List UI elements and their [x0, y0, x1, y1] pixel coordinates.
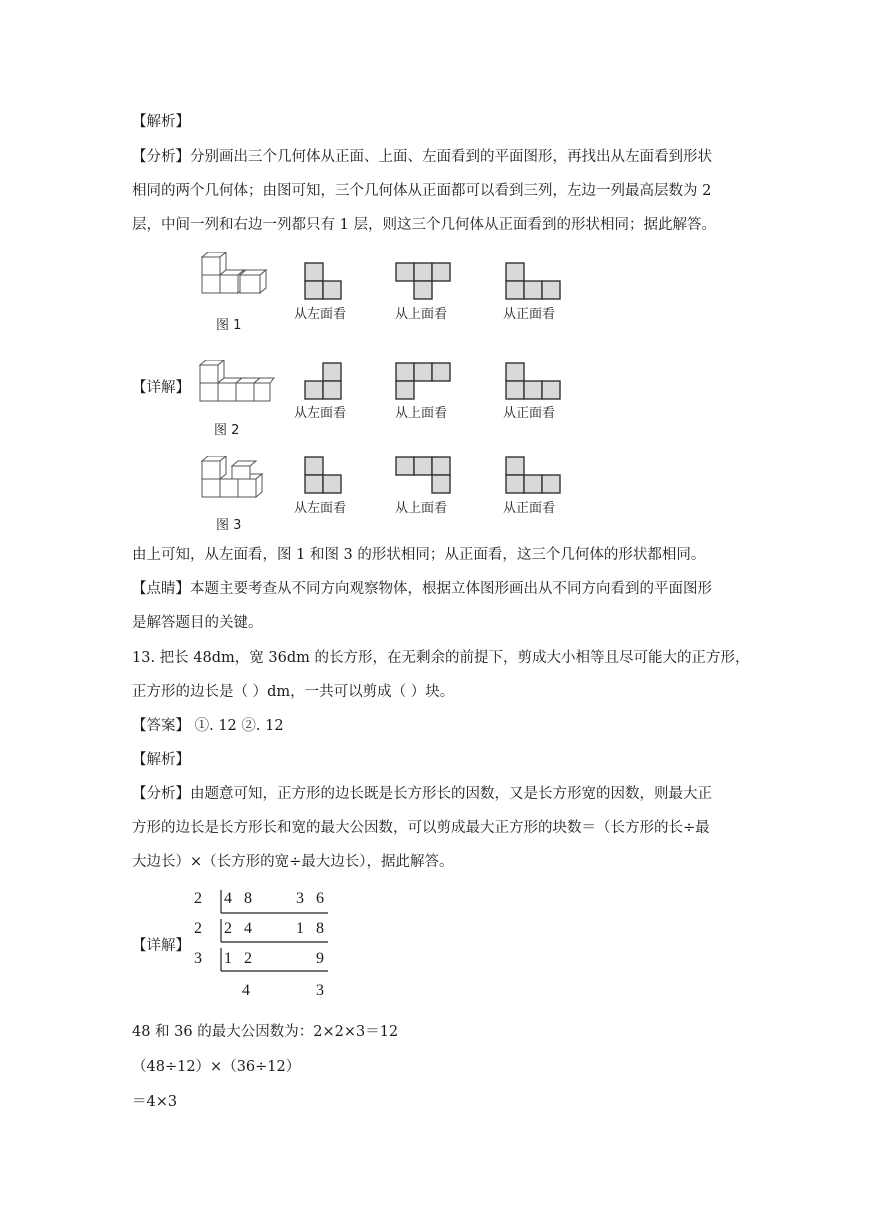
calc-line-1: （48÷12）×（36÷12） — [132, 1059, 301, 1075]
cube-figure-3 — [200, 456, 275, 506]
q13-line-2: 正方形的边长是（ ）dm，一共可以剪成（ ）块。 — [132, 684, 455, 700]
figure-1-label: 图 1 — [216, 318, 242, 333]
q13-line-1: 13. 把长 48dm，宽 36dm 的长方形，在无剩余的前提下，剪成大小相等且尽可能大的正方形， — [132, 650, 750, 666]
calc-line-2: ＝4×3 — [132, 1094, 178, 1110]
dividend-1b: 3 6 — [296, 890, 324, 907]
fig3-top-view — [395, 456, 453, 496]
fig1-left-view — [304, 262, 344, 302]
analysis-line-3: 层，中间一列和右边一列都只有 1 层，则这三个几何体从正面看到的形状相同；据此解答。 — [132, 217, 716, 233]
q13-analysis-1: 【分析】由题意可知，正方形的边长既是长方形长的因数，又是长方形宽的因数，则最大正 — [132, 786, 712, 802]
fig2-left-caption: 从左面看 — [294, 406, 347, 421]
divisor-3: 3 — [194, 950, 202, 967]
cube-figure-1 — [200, 252, 275, 300]
jiexi-label: 【解析】 — [132, 114, 190, 130]
dianjing-line-1: 【点睛】本题主要考查从不同方向观察物体，根据立体图形画出从不同方向看到的平面图形 — [132, 581, 712, 597]
q13-analysis-3: 大边长）×（长方形的宽÷最大边长），据此解答。 — [132, 854, 454, 870]
fig1-top-caption: 从上面看 — [395, 307, 448, 322]
divisor-2: 2 — [194, 920, 202, 937]
quotient-2: 3 — [316, 982, 324, 999]
dividend-3a: 1 2 — [224, 950, 252, 967]
fig1-front-caption: 从正面看 — [503, 307, 556, 322]
fig3-top-caption: 从上面看 — [395, 501, 448, 516]
fig3-front-view — [505, 456, 563, 496]
dividend-2a: 2 4 — [224, 920, 252, 937]
dividend-2b: 1 8 — [296, 920, 324, 937]
dianjing-line-2: 是解答题目的关键。 — [132, 615, 263, 631]
figure-2-label: 图 2 — [214, 423, 240, 438]
fig2-left-view — [304, 362, 344, 402]
fig1-left-caption: 从左面看 — [294, 307, 347, 322]
fig3-left-view — [304, 456, 344, 496]
fig3-front-caption: 从正面看 — [503, 501, 556, 516]
analysis-line-1: 【分析】分别画出三个几何体从正面、上面、左面看到的平面图形，再找出从左面看到形状 — [132, 149, 712, 165]
dividend-3b: 9 — [316, 950, 324, 967]
figure-3-label: 图 3 — [216, 518, 242, 533]
fig2-top-caption: 从上面看 — [395, 406, 448, 421]
xiangjie-label: 【详解】 — [132, 380, 190, 396]
q13-analysis-2: 方形的边长是长方形长和宽的最大公因数，可以剪成最大正方形的块数＝（长方形的长÷最 — [132, 820, 710, 836]
q13-jiexi-label: 【解析】 — [132, 752, 190, 768]
q13-xiangjie-label: 【详解】 — [132, 938, 190, 954]
dividend-1a: 4 8 — [224, 890, 252, 907]
fig2-front-view — [505, 362, 563, 402]
cube-figure-2 — [198, 360, 276, 408]
divisor-1: 2 — [194, 890, 202, 907]
fig3-left-caption: 从左面看 — [294, 501, 347, 516]
fig2-front-caption: 从正面看 — [503, 406, 556, 421]
quotient-1: 4 — [242, 982, 250, 999]
analysis-line-2: 相同的两个几何体；由图可知，三个几何体从正面都可以看到三列，左边一列最高层数为 2 — [132, 183, 712, 199]
fig2-top-view — [395, 362, 453, 402]
gcd-line: 48 和 36 的最大公因数为：2×2×3＝12 — [132, 1024, 399, 1040]
q13-answer: 【答案】 ①. 12 ②. 12 — [132, 718, 284, 734]
fig1-top-view — [395, 262, 453, 302]
conclusion-line: 由上可知，从左面看，图 1 和图 3 的形状相同；从正面看，这三个几何体的形状都相同。 — [132, 547, 706, 563]
fig1-front-view — [505, 262, 563, 302]
